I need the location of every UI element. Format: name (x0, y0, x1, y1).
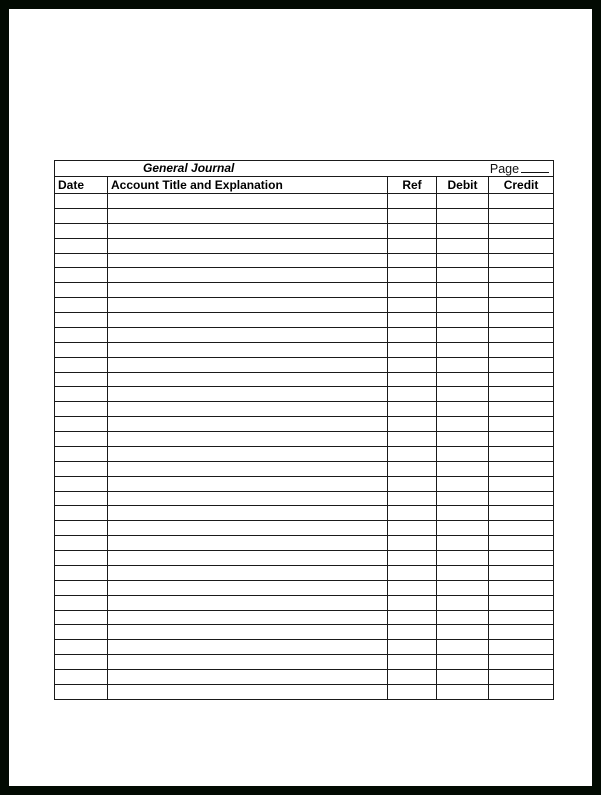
cell-credit[interactable] (489, 313, 554, 328)
cell-credit[interactable] (489, 521, 554, 536)
table-row (55, 372, 554, 387)
table-row (55, 387, 554, 402)
journal-title: General Journal (143, 161, 235, 175)
cell-debit[interactable] (437, 670, 489, 685)
cell-account[interactable] (108, 670, 388, 685)
cell-ref[interactable] (388, 521, 437, 536)
cell-date[interactable] (55, 476, 108, 491)
cell-ref[interactable] (388, 506, 437, 521)
cell-date[interactable] (55, 521, 108, 536)
cell-ref[interactable] (388, 640, 437, 655)
cell-account[interactable] (108, 536, 388, 551)
table-row (55, 610, 554, 625)
cell-ref[interactable] (388, 595, 437, 610)
cell-credit[interactable] (489, 551, 554, 566)
cell-ref[interactable] (388, 238, 437, 253)
column-header-credit: Credit (489, 177, 554, 194)
cell-credit[interactable] (489, 417, 554, 432)
cell-account[interactable] (108, 417, 388, 432)
cell-debit[interactable] (437, 208, 489, 223)
table-row (55, 536, 554, 551)
cell-date[interactable] (55, 313, 108, 328)
cell-debit[interactable] (437, 223, 489, 238)
table-row (55, 551, 554, 566)
cell-credit[interactable] (489, 372, 554, 387)
cell-ref[interactable] (388, 283, 437, 298)
table-row (55, 670, 554, 685)
cell-date[interactable] (55, 402, 108, 417)
cell-debit[interactable] (437, 536, 489, 551)
table-row (55, 491, 554, 506)
table-row (55, 432, 554, 447)
cell-ref[interactable] (388, 461, 437, 476)
cell-ref[interactable] (388, 565, 437, 580)
table-row (55, 640, 554, 655)
cell-ref[interactable] (388, 268, 437, 283)
cell-account[interactable] (108, 432, 388, 447)
cell-date[interactable] (55, 655, 108, 670)
cell-debit[interactable] (437, 446, 489, 461)
cell-account[interactable] (108, 327, 388, 342)
cell-credit[interactable] (489, 595, 554, 610)
cell-account[interactable] (108, 387, 388, 402)
cell-date[interactable] (55, 208, 108, 223)
cell-debit[interactable] (437, 327, 489, 342)
cell-credit[interactable] (489, 208, 554, 223)
page-number-field[interactable] (490, 161, 549, 176)
cell-debit[interactable] (437, 372, 489, 387)
title-cell (55, 161, 554, 177)
table-row (55, 238, 554, 253)
cell-credit[interactable] (489, 342, 554, 357)
cell-account[interactable] (108, 521, 388, 536)
cell-debit[interactable] (437, 298, 489, 313)
cell-ref[interactable] (388, 223, 437, 238)
column-header-row (55, 177, 554, 194)
cell-credit[interactable] (489, 625, 554, 640)
table-row (55, 461, 554, 476)
cell-date[interactable] (55, 536, 108, 551)
cell-credit[interactable] (489, 238, 554, 253)
cell-debit[interactable] (437, 476, 489, 491)
cell-account[interactable] (108, 595, 388, 610)
cell-date[interactable] (55, 506, 108, 521)
cell-account[interactable] (108, 238, 388, 253)
cell-ref[interactable] (388, 684, 437, 699)
cell-ref[interactable] (388, 402, 437, 417)
cell-ref[interactable] (388, 625, 437, 640)
cell-ref[interactable] (388, 313, 437, 328)
table-row (55, 223, 554, 238)
cell-debit[interactable] (437, 461, 489, 476)
cell-ref[interactable] (388, 194, 437, 209)
cell-credit[interactable] (489, 357, 554, 372)
table-row (55, 506, 554, 521)
cell-date[interactable] (55, 283, 108, 298)
cell-ref[interactable] (388, 417, 437, 432)
table-row (55, 476, 554, 491)
table-row (55, 565, 554, 580)
cell-ref[interactable] (388, 342, 437, 357)
cell-date[interactable] (55, 670, 108, 685)
cell-date[interactable] (55, 461, 108, 476)
table-row (55, 402, 554, 417)
cell-date[interactable] (55, 268, 108, 283)
cell-date[interactable] (55, 640, 108, 655)
cell-credit[interactable] (489, 402, 554, 417)
cell-ref[interactable] (388, 253, 437, 268)
cell-credit[interactable] (489, 327, 554, 342)
cell-credit[interactable] (489, 298, 554, 313)
cell-date[interactable] (55, 432, 108, 447)
cell-account[interactable] (108, 223, 388, 238)
cell-account[interactable] (108, 610, 388, 625)
cell-debit[interactable] (437, 684, 489, 699)
cell-account[interactable] (108, 208, 388, 223)
cell-account[interactable] (108, 491, 388, 506)
table-row (55, 625, 554, 640)
table-row (55, 268, 554, 283)
cell-account[interactable] (108, 357, 388, 372)
cell-ref[interactable] (388, 580, 437, 595)
table-row (55, 521, 554, 536)
cell-debit[interactable] (437, 402, 489, 417)
cell-ref[interactable] (388, 372, 437, 387)
cell-credit[interactable] (489, 580, 554, 595)
cell-ref[interactable] (388, 327, 437, 342)
cell-date[interactable] (55, 595, 108, 610)
cell-account[interactable] (108, 506, 388, 521)
cell-account[interactable] (108, 684, 388, 699)
table-row (55, 446, 554, 461)
cell-credit[interactable] (489, 476, 554, 491)
cell-ref[interactable] (388, 491, 437, 506)
cell-debit[interactable] (437, 640, 489, 655)
cell-debit[interactable] (437, 610, 489, 625)
cell-date[interactable] (55, 387, 108, 402)
cell-account[interactable] (108, 342, 388, 357)
table-row (55, 417, 554, 432)
cell-credit[interactable] (489, 194, 554, 209)
cell-debit[interactable] (437, 506, 489, 521)
cell-account[interactable] (108, 551, 388, 566)
table-row (55, 342, 554, 357)
cell-credit[interactable] (489, 461, 554, 476)
cell-credit[interactable] (489, 655, 554, 670)
cell-date[interactable] (55, 342, 108, 357)
cell-ref[interactable] (388, 536, 437, 551)
cell-debit[interactable] (437, 595, 489, 610)
cell-date[interactable] (55, 194, 108, 209)
cell-debit[interactable] (437, 521, 489, 536)
cell-account[interactable] (108, 446, 388, 461)
cell-credit[interactable] (489, 268, 554, 283)
cell-credit[interactable] (489, 610, 554, 625)
cell-account[interactable] (108, 298, 388, 313)
cell-ref[interactable] (388, 610, 437, 625)
cell-account[interactable] (108, 565, 388, 580)
cell-debit[interactable] (437, 432, 489, 447)
cell-account[interactable] (108, 372, 388, 387)
cell-ref[interactable] (388, 387, 437, 402)
cell-debit[interactable] (437, 194, 489, 209)
page-label: Page (489, 162, 520, 176)
page-number-blank[interactable] (521, 161, 549, 173)
cell-credit[interactable] (489, 223, 554, 238)
cell-credit[interactable] (489, 283, 554, 298)
cell-account[interactable] (108, 313, 388, 328)
table-row (55, 194, 554, 209)
cell-date[interactable] (55, 357, 108, 372)
table-row (55, 208, 554, 223)
cell-date[interactable] (55, 417, 108, 432)
cell-account[interactable] (108, 461, 388, 476)
cell-debit[interactable] (437, 565, 489, 580)
cell-date[interactable] (55, 238, 108, 253)
cell-date[interactable] (55, 327, 108, 342)
cell-date[interactable] (55, 565, 108, 580)
cell-date[interactable] (55, 372, 108, 387)
cell-date[interactable] (55, 491, 108, 506)
cell-debit[interactable] (437, 253, 489, 268)
cell-account[interactable] (108, 625, 388, 640)
table-row (55, 298, 554, 313)
cell-debit[interactable] (437, 655, 489, 670)
title-row (55, 161, 554, 177)
cell-date[interactable] (55, 446, 108, 461)
column-header-ref: Ref (388, 177, 437, 194)
cell-debit[interactable] (437, 580, 489, 595)
table-row (55, 357, 554, 372)
table-row (55, 313, 554, 328)
cell-credit[interactable] (489, 491, 554, 506)
cell-debit[interactable] (437, 417, 489, 432)
cell-ref[interactable] (388, 670, 437, 685)
cell-ref[interactable] (388, 432, 437, 447)
cell-account[interactable] (108, 580, 388, 595)
cell-debit[interactable] (437, 283, 489, 298)
cell-credit[interactable] (489, 565, 554, 580)
cell-account[interactable] (108, 640, 388, 655)
table-row (55, 580, 554, 595)
cell-date[interactable] (55, 580, 108, 595)
table-row (55, 595, 554, 610)
cell-ref[interactable] (388, 476, 437, 491)
cell-credit[interactable] (489, 387, 554, 402)
cell-debit[interactable] (437, 387, 489, 402)
cell-ref[interactable] (388, 551, 437, 566)
table-row (55, 655, 554, 670)
cell-ref[interactable] (388, 655, 437, 670)
cell-debit[interactable] (437, 342, 489, 357)
cell-account[interactable] (108, 283, 388, 298)
cell-credit[interactable] (489, 432, 554, 447)
cell-date[interactable] (55, 223, 108, 238)
cell-ref[interactable] (388, 298, 437, 313)
table-row (55, 684, 554, 699)
cell-debit[interactable] (437, 551, 489, 566)
cell-debit[interactable] (437, 625, 489, 640)
cell-debit[interactable] (437, 313, 489, 328)
cell-account[interactable] (108, 402, 388, 417)
cell-account[interactable] (108, 476, 388, 491)
cell-account[interactable] (108, 253, 388, 268)
cell-date[interactable] (55, 253, 108, 268)
cell-debit[interactable] (437, 238, 489, 253)
cell-credit[interactable] (489, 446, 554, 461)
cell-ref[interactable] (388, 357, 437, 372)
general-journal-table (54, 160, 554, 700)
cell-ref[interactable] (388, 208, 437, 223)
cell-credit[interactable] (489, 684, 554, 699)
table-row (55, 283, 554, 298)
cell-debit[interactable] (437, 268, 489, 283)
cell-date[interactable] (55, 684, 108, 699)
cell-account[interactable] (108, 194, 388, 209)
cell-date[interactable] (55, 551, 108, 566)
table-row (55, 253, 554, 268)
cell-date[interactable] (55, 610, 108, 625)
cell-credit[interactable] (489, 506, 554, 521)
cell-credit[interactable] (489, 536, 554, 551)
cell-date[interactable] (55, 298, 108, 313)
cell-ref[interactable] (388, 446, 437, 461)
column-header-date: Date (55, 177, 108, 194)
cell-date[interactable] (55, 625, 108, 640)
column-header-account: Account Title and Explanation (108, 177, 388, 194)
cell-credit[interactable] (489, 253, 554, 268)
column-header-debit: Debit (437, 177, 489, 194)
cell-debit[interactable] (437, 357, 489, 372)
cell-credit[interactable] (489, 640, 554, 655)
cell-account[interactable] (108, 655, 388, 670)
table-row (55, 327, 554, 342)
cell-account[interactable] (108, 268, 388, 283)
cell-credit[interactable] (489, 670, 554, 685)
cell-debit[interactable] (437, 491, 489, 506)
